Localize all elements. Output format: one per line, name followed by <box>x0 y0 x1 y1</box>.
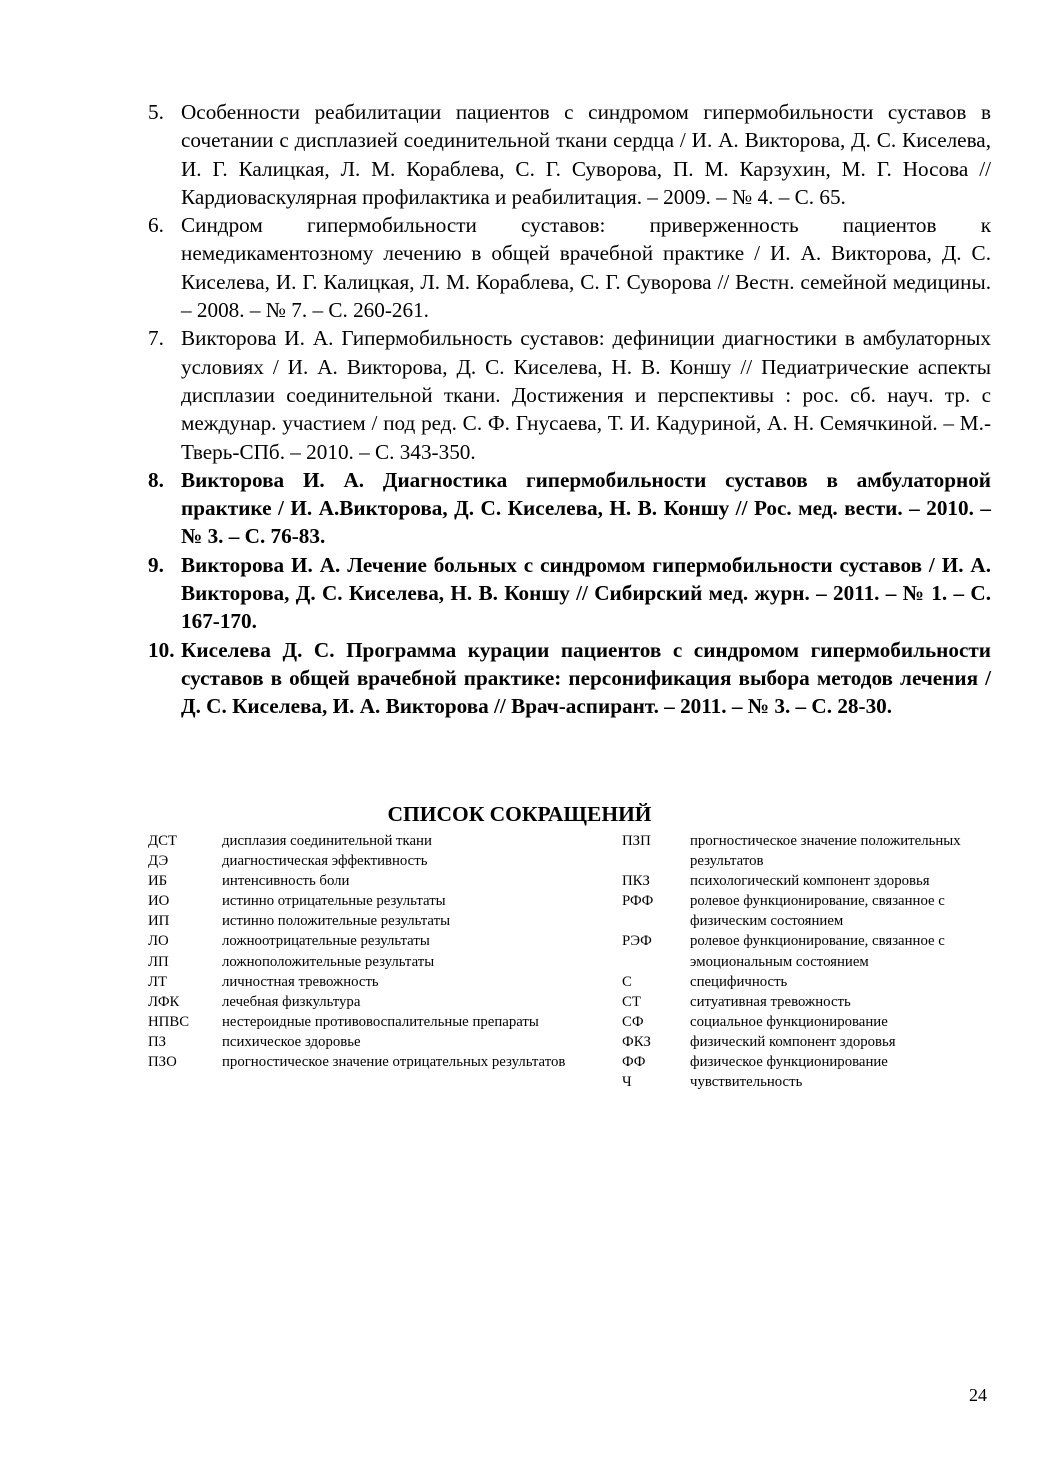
abbreviation-code: СФ <box>622 1013 644 1030</box>
reference-number: 9. <box>148 552 164 577</box>
abbreviation-code: ПКЗ <box>622 873 650 890</box>
abbreviation-row <box>148 952 618 972</box>
abbreviation-code: ПЗО <box>148 1054 177 1071</box>
abbreviation-row <box>622 1012 992 1032</box>
reference-item <box>148 98 991 211</box>
abbreviation-definition: истинно отрицательные результаты <box>222 893 446 910</box>
abbreviation-definition: ложноотрицательные результаты <box>222 933 430 950</box>
abbreviation-row <box>622 972 992 992</box>
abbreviation-code: ИО <box>148 893 170 910</box>
reference-item <box>148 551 991 636</box>
abbreviation-code: ПЗП <box>622 833 651 849</box>
abbreviation-definition: нестероидные противовоспалительные препараты <box>222 1013 539 1030</box>
abbreviation-row <box>148 831 618 851</box>
abbreviation-definition: психическое здоровье <box>222 1033 361 1050</box>
reference-text: Синдром гипермобильности суставов: приверженность пациентов к немедикаментозному лечению в общей врачебной практике / И. А. Викторова, Д. С. Киселева, И. Г. Калицкая, Л. М. Кораблева, С. Г. Суворова // Вестн. семейной медицины. – 2008. – № 7. – С. 260-261. <box>181 213 991 323</box>
abbreviations-title: СПИСОК СОКРАЩЕНИЙ <box>387 802 652 826</box>
abbreviation-definition: прогностическое значение положительных результатов <box>690 833 961 870</box>
abbreviation-code: ИБ <box>148 873 168 890</box>
abbreviation-code: ДСТ <box>148 833 178 849</box>
abbreviation-row <box>622 1052 992 1072</box>
abbreviation-definition: личностная тревожность <box>222 973 379 990</box>
abbreviation-definition: чувствительность <box>690 1074 803 1091</box>
abbreviation-row <box>622 1072 992 1092</box>
reference-item <box>148 466 991 551</box>
abbreviation-definition: ложноположительные результаты <box>222 953 435 970</box>
reference-text: Викторова И. А. Лечение больных с синдромом гипермобильности суставов / И. А. Викторова, Д. С. Киселева, Н. В. Коншу // Сибирский мед. журн. – 2011. – № 1. – С. 167-170. <box>181 552 991 634</box>
abbreviation-definition: ролевое функционирование, связанное с эмоциональным состоянием <box>690 933 945 970</box>
abbreviation-row <box>622 871 992 891</box>
abbreviation-row <box>622 992 992 1012</box>
abbreviation-definition: дисплазия соединительной ткани <box>222 833 432 849</box>
abbreviation-row <box>148 851 618 871</box>
abbreviation-definition: интенсивность боли <box>222 873 350 890</box>
abbreviation-row <box>148 871 618 891</box>
abbreviation-definition: ситуативная тревожность <box>690 993 851 1010</box>
abbreviation-row <box>148 891 618 911</box>
abbreviation-code: ЛП <box>148 953 169 970</box>
abbreviation-row <box>148 972 618 992</box>
page-number: 24 <box>969 1385 987 1405</box>
abbreviation-row <box>148 1032 618 1052</box>
abbreviation-code: ФФ <box>622 1054 646 1071</box>
abbreviation-row <box>148 992 618 1012</box>
abbreviation-code: ДЭ <box>148 853 169 870</box>
abbreviation-definition: психологический компонент здоровья <box>690 873 930 890</box>
abbreviation-row <box>148 1052 618 1072</box>
abbreviation-definition: специфичность <box>690 973 788 990</box>
abbreviation-definition: ролевое функционирование, связанное с физическим состоянием <box>690 893 945 930</box>
abbreviation-definition: прогностическое значение отрицательных результатов <box>222 1054 566 1071</box>
abbreviation-code: РЭФ <box>622 933 652 950</box>
abbreviation-row <box>148 911 618 931</box>
abbreviation-definition: физическое функционирование <box>690 1054 888 1071</box>
reference-text: Викторова И. А. Диагностика гипермобильности суставов в амбулаторной практике / И. А.Викторова, Д. С. Киселева, Н. В. Коншу // Рос. мед. вести. – 2010. – № 3. – С. 76-83. <box>181 467 991 549</box>
abbreviation-definition: социальное функционирование <box>690 1013 888 1030</box>
reference-item <box>148 636 991 721</box>
reference-number: 7. <box>148 326 164 351</box>
reference-number: 5. <box>148 100 164 124</box>
abbreviation-row <box>622 831 992 871</box>
reference-item <box>148 324 991 465</box>
abbreviation-row <box>622 891 992 931</box>
reference-number: 10. <box>148 637 175 662</box>
abbreviation-row <box>622 931 992 971</box>
abbreviation-code: ИП <box>148 913 170 930</box>
abbreviation-row <box>148 1012 618 1032</box>
abbreviation-code: ПЗ <box>148 1033 167 1050</box>
abbreviation-definition: истинно положительные результаты <box>222 913 451 930</box>
abbreviation-code: СТ <box>622 993 641 1010</box>
abbreviation-code: РФФ <box>622 893 654 910</box>
abbreviation-code: С <box>622 973 632 990</box>
abbreviation-code: ЛФК <box>148 993 180 1010</box>
abbreviation-code: ФКЗ <box>622 1033 651 1050</box>
reference-item <box>148 211 991 324</box>
abbreviation-code: ЛТ <box>148 973 168 990</box>
abbreviation-definition: диагностическая эффективность <box>222 853 428 870</box>
abbreviation-code: ЛО <box>148 933 169 950</box>
reference-number: 6. <box>148 213 164 238</box>
abbreviation-code: НПВС <box>148 1013 190 1030</box>
reference-text: Викторова И. А. Гипермобильность суставов: дефиниции диагностики в амбулаторных условиях / И. А. Викторова, Д. С. Киселева, Н. В. Коншу // Педиатрические аспекты дисплазии соединительной ткани. Достижения и перспективы : рос. сб. науч. тр. с междунар. участием / под ред. С. Ф. Гнусаева, Т. И. Кадуриной, А. Н. Семячкиной. – М.-Тверь-СПб. – 2010. – С. 343-350. <box>181 326 991 464</box>
reference-list <box>148 98 991 721</box>
reference-number: 8. <box>148 467 164 492</box>
abbreviation-definition: лечебная физкультура <box>222 993 361 1010</box>
abbreviation-row <box>148 931 618 951</box>
abbreviation-definition: физический компонент здоровья <box>690 1033 896 1050</box>
abbreviation-code: Ч <box>622 1074 632 1091</box>
reference-text: Киселева Д. С. Программа курации пациентов с синдромом гипермобильности суставов в общей врачебной практике: персонификация выбора методов лечения / Д. С. Киселева, И. А. Викторова // Врач-аспирант. – 2011. – № 3. – С. 28-30. <box>181 637 991 719</box>
abbreviation-row <box>622 1032 992 1052</box>
abbreviations-left-column <box>148 831 618 1072</box>
reference-text: Особенности реабилитации пациентов с синдромом гипермобильности суставов в сочетании с дисплазией соединительной ткани сердца / И. А. Викторова, Д. С. Киселева, И. Г. Калицкая, Л. М. Кораблева, С. Г. Суворова, П. М. Карзухин, М. Г. Носова // Кардиоваскулярная профилактика и реабилитация. – 2009. – № 4. – С. 65. <box>181 100 991 209</box>
abbreviations-right-column <box>622 831 992 1092</box>
